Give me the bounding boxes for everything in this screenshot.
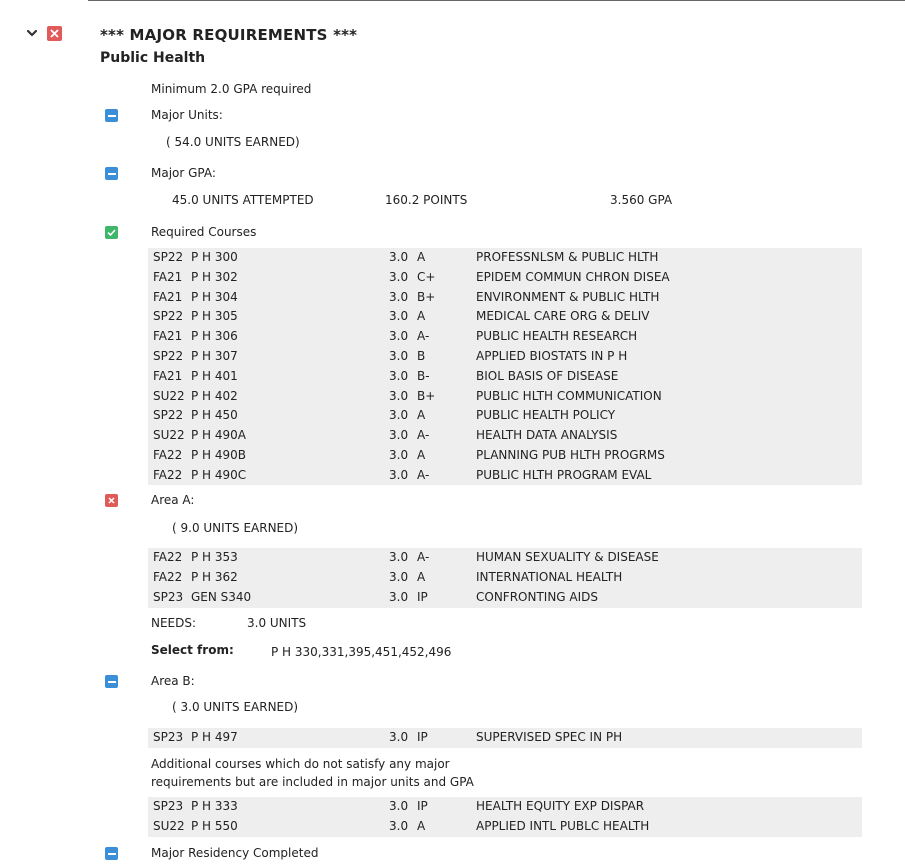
table-row (148, 728, 862, 748)
course-cell: P H 353 (191, 550, 238, 564)
gpa-requirement-text: Minimum 2.0 GPA required (151, 82, 312, 96)
term-cell: SP23 (153, 589, 184, 604)
course-cell: P H 490C (191, 467, 247, 482)
table-row (148, 288, 862, 308)
grade-cell: A (417, 447, 426, 462)
course-title-cell: APPLIED INTL PUBLC HEALTH (476, 818, 650, 833)
grade-cell: B (417, 348, 426, 363)
term-cell: SU22 (153, 428, 185, 443)
units-cell: 3.0 (389, 388, 409, 403)
area-b-earned: ( 3.0 UNITS EARNED) (172, 700, 299, 714)
grade-cell: A (417, 818, 426, 833)
required-courses-label: Required Courses (151, 225, 257, 239)
table-row (148, 347, 862, 367)
units-cell: 3.0 (389, 348, 409, 363)
term-cell: FA22 (153, 447, 183, 462)
check-icon (105, 226, 118, 239)
table-row (148, 248, 862, 268)
term-cell: FA21 (153, 289, 183, 304)
gpa-points: 160.2 POINTS (385, 193, 468, 207)
needs-label: NEEDS: (151, 616, 197, 630)
course-cell: P H 333 (191, 799, 238, 813)
term-cell: FA22 (153, 467, 183, 482)
grade-cell: A- (417, 550, 430, 564)
grade-cell: IP (417, 730, 428, 744)
course-title-cell: HEALTH DATA ANALYSIS (476, 428, 618, 443)
course-title-cell: SUPERVISED SPEC IN PH (476, 730, 623, 744)
table-row (148, 817, 862, 837)
term-cell: SP22 (153, 348, 184, 363)
grade-cell: A (417, 569, 426, 584)
term-cell: SP22 (153, 408, 184, 423)
required-courses-table (148, 248, 862, 485)
in-progress-icon (105, 675, 118, 688)
course-cell: P H 306 (191, 329, 238, 344)
area-b-label: Area B: (151, 674, 195, 688)
term-cell: FA22 (153, 550, 183, 564)
table-row (148, 426, 862, 446)
term-cell: FA22 (153, 569, 183, 584)
units-cell: 3.0 (389, 250, 409, 264)
course-cell: P H 302 (191, 269, 238, 284)
units-cell: 3.0 (389, 269, 409, 284)
page-title: *** MAJOR REQUIREMENTS *** (100, 26, 358, 44)
course-title-cell: BIOL BASIS OF DISEASE (476, 368, 619, 383)
top-divider (88, 0, 905, 1)
area-a-earned: ( 9.0 UNITS EARNED) (172, 521, 299, 535)
additional-courses-note: Additional courses which do not satisfy any major (151, 757, 450, 771)
course-title-cell: CONFRONTING AIDS (476, 589, 599, 604)
course-title-cell: HEALTH EQUITY EXP DISPAR (476, 799, 645, 813)
units-cell: 3.0 (389, 289, 409, 304)
grade-cell: IP (417, 589, 428, 604)
x-icon (105, 494, 118, 507)
course-title-cell: PROFESSNLSM & PUBLIC HLTH (476, 250, 659, 264)
table-row (148, 568, 862, 588)
course-cell: P H 305 (191, 309, 238, 324)
units-cell: 3.0 (389, 569, 409, 584)
grade-cell: A (417, 309, 426, 324)
grade-cell: A (417, 408, 426, 423)
term-cell: SP22 (153, 309, 184, 324)
units-cell: 3.0 (389, 550, 409, 564)
course-title-cell: PUBLIC HEALTH RESEARCH (476, 329, 638, 344)
select-from-label: Select from: (151, 643, 234, 657)
table-row (148, 327, 862, 347)
table-row (148, 406, 862, 426)
course-title-cell: MEDICAL CARE ORG & DELIV (476, 309, 650, 324)
x-icon (47, 26, 62, 41)
course-title-cell: PUBLIC HEALTH POLICY (476, 408, 616, 423)
course-cell: P H 307 (191, 348, 238, 363)
units-cell: 3.0 (389, 428, 409, 443)
grade-cell: A (417, 250, 426, 264)
course-cell: P H 362 (191, 569, 238, 584)
course-cell: P H 550 (191, 818, 238, 833)
units-cell: 3.0 (389, 447, 409, 462)
course-cell: P H 497 (191, 730, 238, 744)
table-row (148, 307, 862, 327)
course-title-cell: INTERNATIONAL HEALTH (476, 569, 623, 584)
grade-cell: A- (417, 329, 430, 344)
major-units-earned: ( 54.0 UNITS EARNED) (166, 135, 300, 149)
grade-cell: A- (417, 467, 430, 482)
units-cell: 3.0 (389, 408, 409, 423)
units-cell: 3.0 (389, 329, 409, 344)
table-row (148, 268, 862, 288)
units-cell: 3.0 (389, 589, 409, 604)
course-title-cell: PUBLIC HLTH PROGRAM EVAL (476, 467, 652, 482)
term-cell: SU22 (153, 388, 185, 403)
table-row (148, 446, 862, 466)
term-cell: SU22 (153, 818, 185, 833)
course-cell: P H 450 (191, 408, 238, 423)
units-cell: 3.0 (389, 309, 409, 324)
in-progress-icon (105, 167, 118, 180)
units-cell: 3.0 (389, 730, 409, 744)
table-row (148, 797, 862, 817)
units-cell: 3.0 (389, 368, 409, 383)
needs-value: 3.0 UNITS (247, 616, 307, 630)
additional-courses-table (148, 797, 862, 837)
table-row (148, 367, 862, 387)
term-cell: SP22 (153, 250, 184, 264)
course-title-cell: ENVIRONMENT & PUBLIC HLTH (476, 289, 660, 304)
course-cell: P H 401 (191, 368, 238, 383)
table-row (148, 387, 862, 407)
term-cell: FA21 (153, 269, 183, 284)
grade-cell: B+ (417, 289, 436, 304)
units-cell: 3.0 (389, 799, 409, 813)
in-progress-icon (105, 109, 118, 122)
course-cell: P H 300 (191, 250, 238, 264)
course-title-cell: APPLIED BIOSTATS IN P H (476, 348, 628, 363)
grade-cell: IP (417, 799, 428, 813)
course-title-cell: HUMAN SEXUALITY & DISEASE (476, 550, 659, 564)
term-cell: FA21 (153, 368, 183, 383)
term-cell: FA21 (153, 329, 183, 344)
course-cell: P H 304 (191, 289, 238, 304)
course-title-cell: PLANNING PUB HLTH PROGRMS (476, 447, 665, 462)
select-from-courses: P H 330,331,395,451,452,496 (271, 645, 452, 659)
table-row (148, 588, 862, 608)
grade-cell: A- (417, 428, 430, 443)
course-cell: P H 490B (191, 447, 247, 462)
table-row (148, 548, 862, 568)
units-cell: 3.0 (389, 467, 409, 482)
major-gpa-label: Major GPA: (151, 166, 216, 180)
additional-courses-note-line2: requirements but are included in major units and GPA (151, 775, 474, 789)
grade-cell: B+ (417, 388, 436, 403)
major-units-label: Major Units: (151, 108, 223, 122)
area-b-table (148, 728, 862, 748)
page-subtitle: Public Health (100, 50, 206, 66)
course-title-cell: EPIDEM COMMUN CHRON DISEA (476, 269, 670, 284)
units-cell: 3.0 (389, 818, 409, 833)
course-title-cell: PUBLIC HLTH COMMUNICATION (476, 388, 662, 403)
in-progress-icon (105, 847, 118, 860)
area-a-label: Area A: (151, 493, 195, 507)
course-cell: GEN S340 (191, 589, 252, 604)
gpa-value: 3.560 GPA (610, 193, 673, 207)
grade-cell: B- (417, 368, 430, 383)
term-cell: SP23 (153, 730, 184, 744)
course-cell: P H 490A (191, 428, 247, 443)
units-attempted: 45.0 UNITS ATTEMPTED (172, 193, 314, 207)
residency-label: Major Residency Completed (151, 846, 319, 860)
table-row (148, 466, 862, 486)
course-cell: P H 402 (191, 388, 238, 403)
term-cell: SP23 (153, 799, 184, 813)
grade-cell: C+ (417, 269, 436, 284)
area-a-table (148, 548, 862, 608)
chevron-down-icon[interactable] (24, 24, 44, 44)
